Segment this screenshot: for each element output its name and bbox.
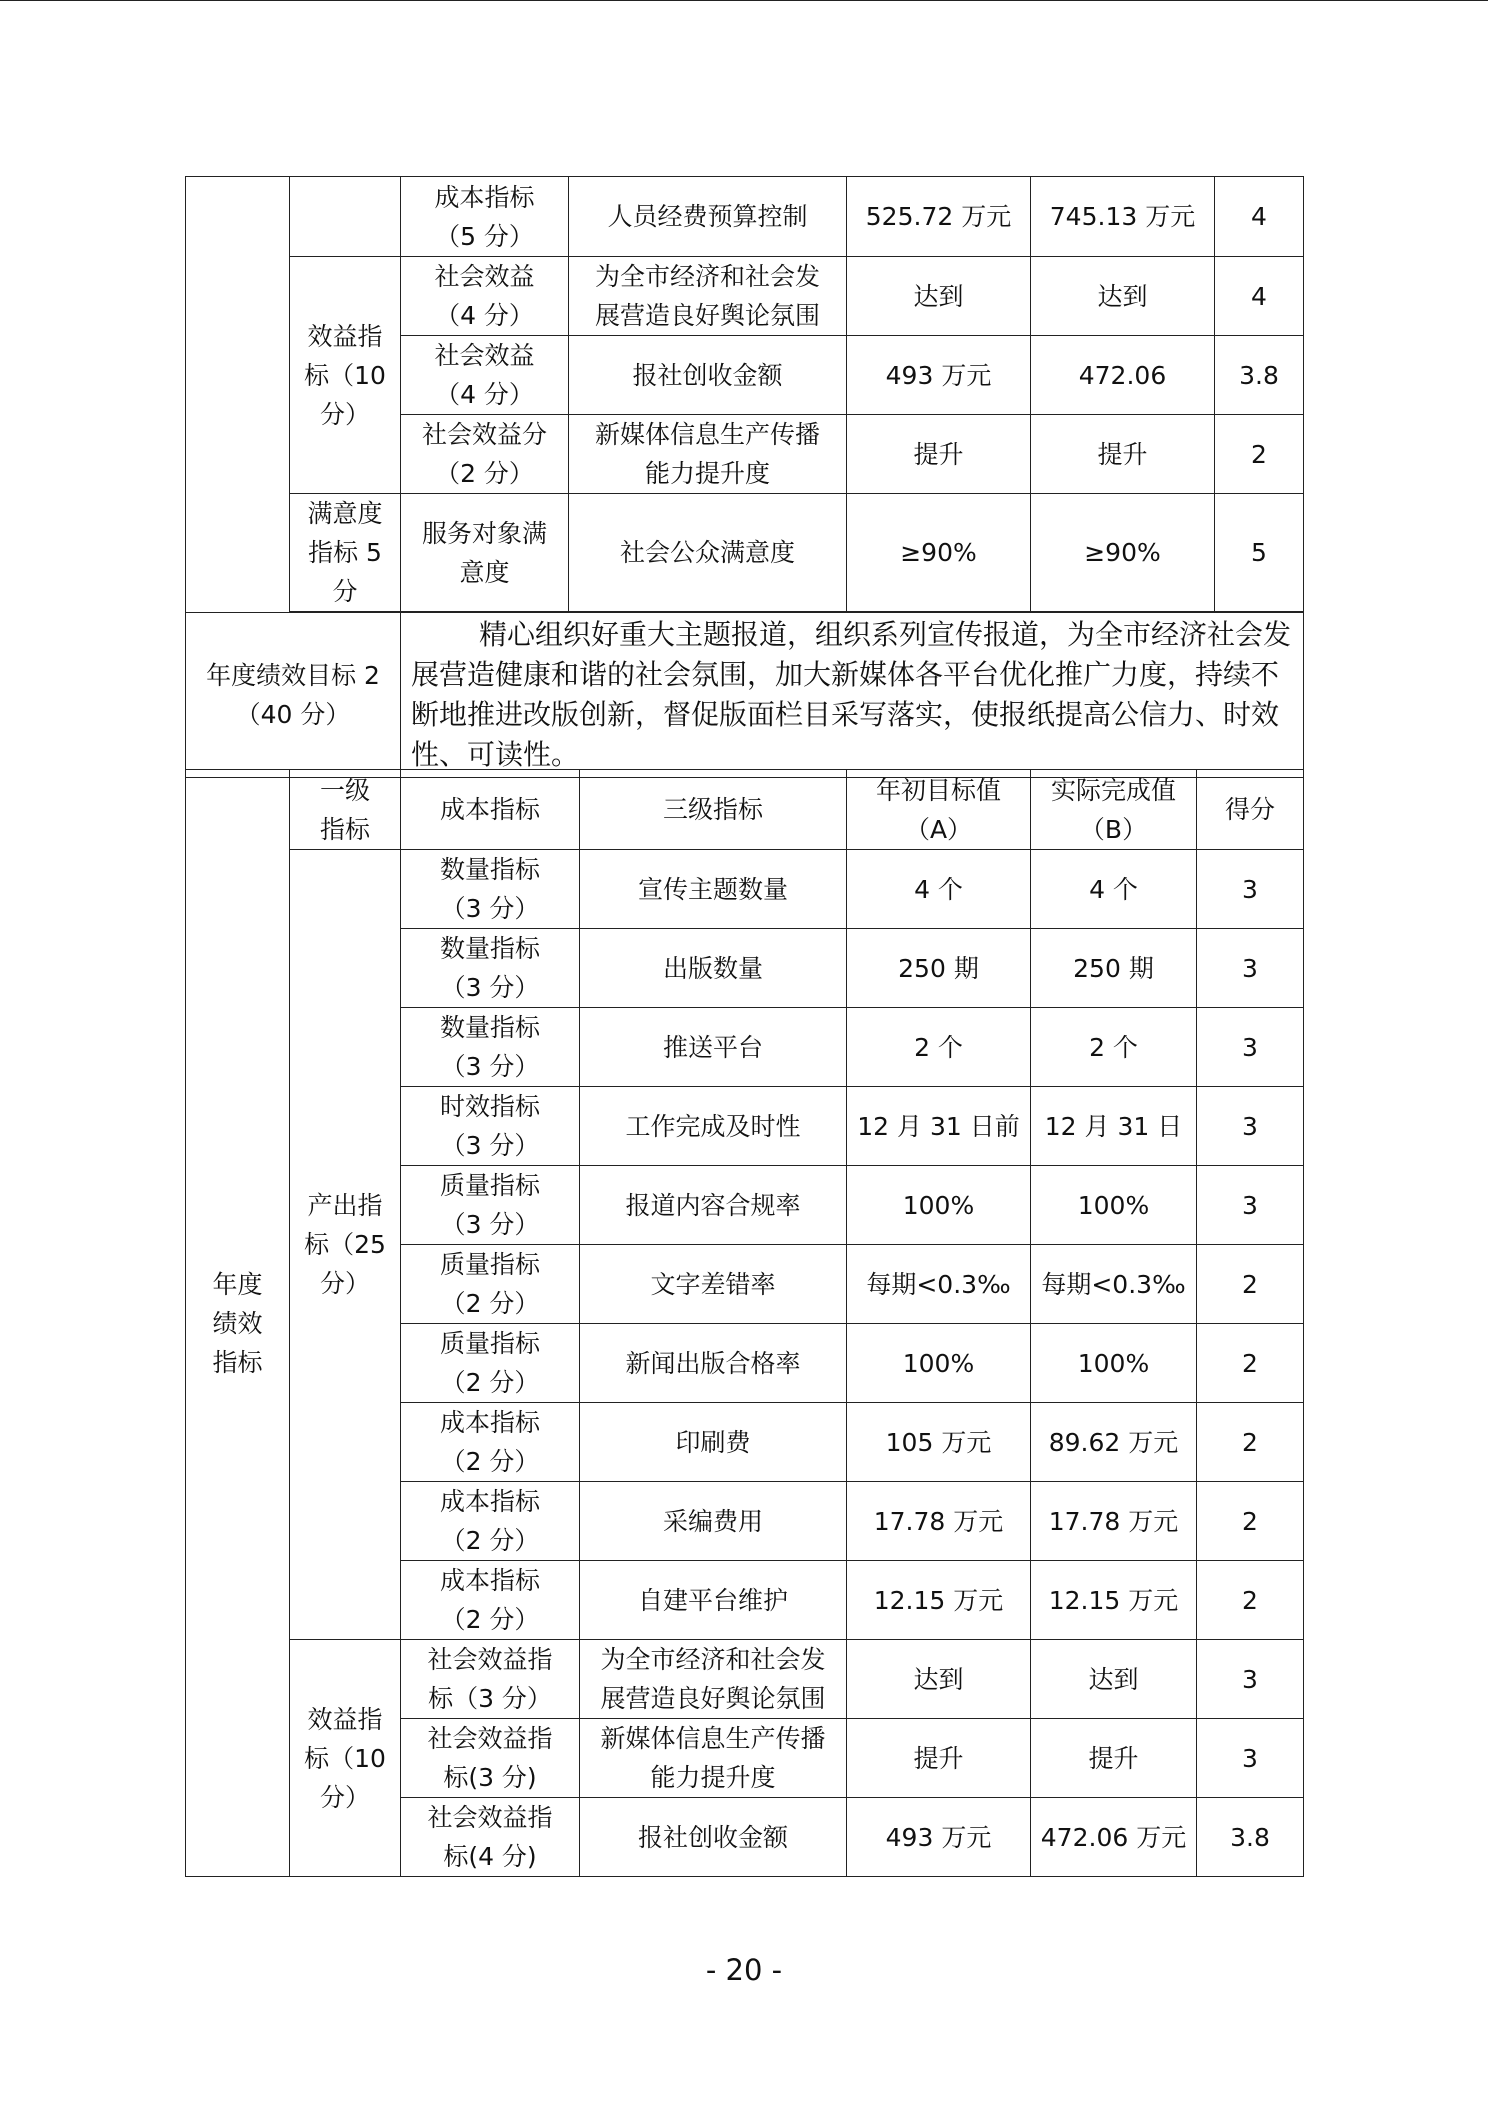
actual-value-cell: 达到 (1031, 257, 1215, 336)
actual-value-cell: 100% (1031, 1324, 1197, 1403)
actual-value-cell: 89.62 万元 (1031, 1403, 1197, 1482)
second-level-cell: 成本指标 （2 分） (401, 1482, 580, 1561)
score-cell: 5 (1215, 494, 1304, 612)
header-target-value: 年初目标值 （A） (847, 770, 1031, 850)
score-cell: 2 (1215, 415, 1304, 494)
actual-value-cell: 17.78 万元 (1031, 1482, 1197, 1561)
third-level-cell: 为全市经济和社会发 展营造良好舆论氛围 (580, 1640, 847, 1719)
third-level-cell: 人员经费预算控制 (569, 177, 847, 257)
second-level-cell: 数量指标 （3 分） (401, 1008, 580, 1087)
table-row (186, 177, 1304, 257)
second-level-cell: 数量指标 （3 分） (401, 850, 580, 929)
header-second-level: 成本指标 (401, 770, 580, 850)
annual-goal-label: 年度绩效目标 2 （40 分） (186, 613, 401, 778)
annual-goal-row (186, 613, 1304, 778)
section-label-cell: 年度 绩效 指标 (186, 770, 290, 1877)
second-level-cell: 社会效益指 标（3 分） (401, 1640, 580, 1719)
target-value-cell: 250 期 (847, 929, 1031, 1008)
third-level-cell: 采编费用 (580, 1482, 847, 1561)
target-value-cell: 2 个 (847, 1008, 1031, 1087)
first-level-cell (290, 177, 401, 257)
annual-goal-text-cell (401, 613, 1304, 778)
second-level-cell: 成本指标 （5 分） (401, 177, 569, 257)
score-cell: 2 (1197, 1324, 1304, 1403)
score-cell: 4 (1215, 257, 1304, 336)
score-cell: 2 (1197, 1403, 1304, 1482)
third-level-cell: 推送平台 (580, 1008, 847, 1087)
target-value-cell: ≥90% (847, 494, 1031, 612)
actual-value-cell: 每期<0.3‰ (1031, 1245, 1197, 1324)
actual-value-cell: 100% (1031, 1166, 1197, 1245)
actual-value-cell: ≥90% (1031, 494, 1215, 612)
score-cell: 3.8 (1215, 336, 1304, 415)
page-top-edge (0, 0, 1488, 1)
section-label-cell (186, 177, 290, 613)
third-level-cell: 文字差错率 (580, 1245, 847, 1324)
target-value-cell: 12 月 31 日前 (847, 1087, 1031, 1166)
target-value-cell: 525.72 万元 (847, 177, 1031, 257)
third-level-cell: 为全市经济和社会发 展营造良好舆论氛围 (569, 257, 847, 336)
table-header-row (186, 770, 1304, 850)
third-level-cell: 报社创收金额 (569, 336, 847, 415)
score-cell: 2 (1197, 1482, 1304, 1561)
score-cell: 2 (1197, 1245, 1304, 1324)
table-row (186, 257, 1304, 336)
second-level-cell: 社会效益指 标(3 分) (401, 1719, 580, 1798)
satisfaction-group-cell: 满意度 指标 5 分 (290, 494, 401, 612)
third-level-cell: 出版数量 (580, 929, 847, 1008)
third-level-cell: 报道内容合规率 (580, 1166, 847, 1245)
third-level-cell: 工作完成及时性 (580, 1087, 847, 1166)
header-actual-value: 实际完成值 （B） (1031, 770, 1197, 850)
benefit-group-cell: 效益指 标（10 分） (290, 257, 401, 494)
actual-value-cell: 472.06 (1031, 336, 1215, 415)
actual-value-cell: 250 期 (1031, 929, 1197, 1008)
table-row (186, 850, 1304, 929)
second-level-cell: 社会效益分 （2 分） (401, 415, 569, 494)
table-row (186, 1640, 1304, 1719)
actual-value-cell: 12 月 31 日 (1031, 1087, 1197, 1166)
actual-value-cell: 提升 (1031, 1719, 1197, 1798)
annual-goal-text: 精心组织好重大主题报道，组织系列宣传报道，为全市经济社会发展营造健康和谐的社会氛围，加大新媒体各平台优化推广力度，持续不断地推进改版创新，督促版面栏目采写落实，使报纸提高公信力、时效性、可读性。 (411, 618, 1292, 771)
second-level-cell: 时效指标 （3 分） (401, 1087, 580, 1166)
second-level-cell: 社会效益 （4 分） (401, 257, 569, 336)
actual-value-cell: 2 个 (1031, 1008, 1197, 1087)
actual-value-cell: 4 个 (1031, 850, 1197, 929)
third-level-cell: 社会公众满意度 (569, 494, 847, 612)
header-first-level: 一级 指标 (290, 770, 401, 850)
benefit-group-cell: 效益指 标（10 分） (290, 1640, 401, 1877)
actual-value-cell: 472.06 万元 (1031, 1798, 1197, 1877)
second-level-cell: 质量指标 （2 分） (401, 1245, 580, 1324)
score-cell: 3 (1197, 929, 1304, 1008)
actual-value-cell: 达到 (1031, 1640, 1197, 1719)
score-cell: 3 (1197, 1166, 1304, 1245)
output-group-cell: 产出指 标（25 分） (290, 850, 401, 1640)
target-value-cell: 每期<0.3‰ (847, 1245, 1031, 1324)
score-cell: 3 (1197, 1719, 1304, 1798)
score-cell: 3 (1197, 850, 1304, 929)
score-cell: 3 (1197, 1008, 1304, 1087)
target-value-cell: 达到 (847, 1640, 1031, 1719)
target-value-cell: 17.78 万元 (847, 1482, 1031, 1561)
second-level-cell: 社会效益 （4 分） (401, 336, 569, 415)
target-value-cell: 100% (847, 1166, 1031, 1245)
target-value-cell: 493 万元 (847, 1798, 1031, 1877)
target-value-cell: 提升 (847, 1719, 1031, 1798)
third-level-cell: 新闻出版合格率 (580, 1324, 847, 1403)
score-cell: 2 (1197, 1561, 1304, 1640)
score-cell: 3 (1197, 1640, 1304, 1719)
second-level-cell: 质量指标 （3 分） (401, 1166, 580, 1245)
third-level-cell: 新媒体信息生产传播 能力提升度 (580, 1719, 847, 1798)
performance-indicator-table (185, 769, 1304, 1877)
header-third-level: 三级指标 (580, 770, 847, 850)
actual-value-cell: 745.13 万元 (1031, 177, 1215, 257)
second-level-cell: 社会效益指 标(4 分) (401, 1798, 580, 1877)
target-value-cell: 105 万元 (847, 1403, 1031, 1482)
second-level-cell: 服务对象满 意度 (401, 494, 569, 612)
target-value-cell: 4 个 (847, 850, 1031, 929)
second-level-cell: 成本指标 （2 分） (401, 1561, 580, 1640)
target-value-cell: 12.15 万元 (847, 1561, 1031, 1640)
header-score: 得分 (1197, 770, 1304, 850)
target-value-cell: 提升 (847, 415, 1031, 494)
page-number: - 20 - (705, 1953, 783, 1987)
performance-table-continued (185, 176, 1304, 778)
second-level-cell: 质量指标 （2 分） (401, 1324, 580, 1403)
third-level-cell: 新媒体信息生产传播 能力提升度 (569, 415, 847, 494)
target-value-cell: 达到 (847, 257, 1031, 336)
target-value-cell: 493 万元 (847, 336, 1031, 415)
score-cell: 3 (1197, 1087, 1304, 1166)
score-cell: 4 (1215, 177, 1304, 257)
score-cell: 3.8 (1197, 1798, 1304, 1877)
actual-value-cell: 12.15 万元 (1031, 1561, 1197, 1640)
actual-value-cell: 提升 (1031, 415, 1215, 494)
second-level-cell: 数量指标 （3 分） (401, 929, 580, 1008)
second-level-cell: 成本指标 （2 分） (401, 1403, 580, 1482)
third-level-cell: 印刷费 (580, 1403, 847, 1482)
target-value-cell: 100% (847, 1324, 1031, 1403)
third-level-cell: 报社创收金额 (580, 1798, 847, 1877)
third-level-cell: 宣传主题数量 (580, 850, 847, 929)
table-row (186, 494, 1304, 612)
third-level-cell: 自建平台维护 (580, 1561, 847, 1640)
